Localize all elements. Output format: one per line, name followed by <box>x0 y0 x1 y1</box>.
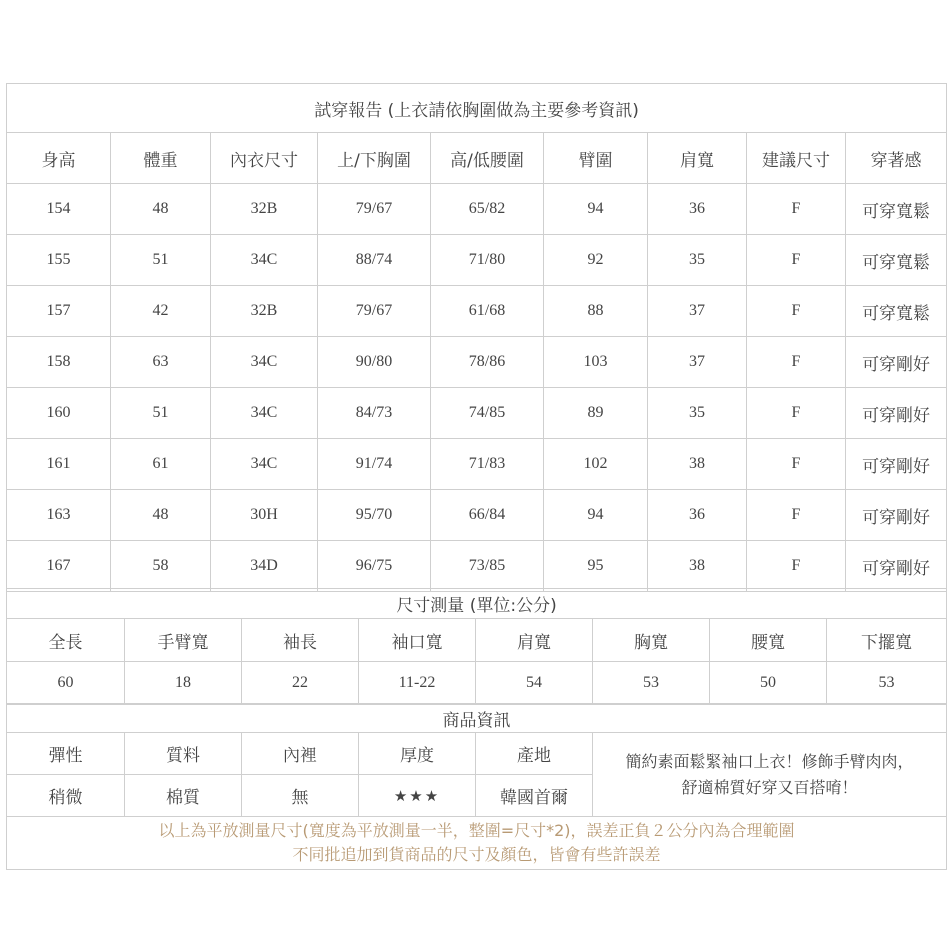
info-value-lining: 無 <box>242 775 359 817</box>
fit-table-cell: 74/85 <box>431 388 544 439</box>
note-line-2: 不同批追加到貨商品的尺寸及顏色，皆會有些許誤差 <box>292 845 661 864</box>
fit-table-cell: 38 <box>648 439 747 490</box>
fit-table-cell: 94 <box>544 490 648 541</box>
fit-table-row <box>7 286 947 337</box>
measurement-header-cell: 下擺寬 <box>827 619 947 662</box>
measurement-value-cell: 53 <box>827 662 947 705</box>
fit-table-cell: 167 <box>7 541 111 592</box>
fit-table-cell: 84/73 <box>318 388 431 439</box>
fit-header-cell: 上/下胸圍 <box>318 133 431 184</box>
fit-table-row <box>7 541 947 592</box>
fit-table-cell: 34D <box>211 541 318 592</box>
fit-table-row <box>7 235 947 286</box>
fit-table-cell: 88 <box>544 286 648 337</box>
fit-table-cell: 158 <box>7 337 111 388</box>
fit-table-cell: 48 <box>111 184 211 235</box>
note-line-1: 以上為平放測量尺寸(寬度為平放測量一半，整圍=尺寸*2)，誤差正負２公分內為合理範圍 <box>158 821 795 840</box>
fit-table-cell: 61/68 <box>431 286 544 337</box>
measurement-header-cell: 全長 <box>7 619 125 662</box>
notes-cell <box>7 817 947 870</box>
fit-table-cell: 154 <box>7 184 111 235</box>
fit-table-cell: 63 <box>111 337 211 388</box>
fit-table-cell: 103 <box>544 337 648 388</box>
fit-header-cell: 身高 <box>7 133 111 184</box>
fit-table-cell: 38 <box>648 541 747 592</box>
product-info-table <box>6 703 947 870</box>
measurement-table <box>6 588 947 705</box>
fit-table-cell: 37 <box>648 286 747 337</box>
fit-table-cell: 89 <box>544 388 648 439</box>
fit-table-cell: 可穿寬鬆 <box>846 235 947 286</box>
fit-table-cell: 36 <box>648 490 747 541</box>
fit-table-cell: F <box>747 286 846 337</box>
fit-table-cell: 78/86 <box>431 337 544 388</box>
fit-table-cell: 79/67 <box>318 286 431 337</box>
fit-table-cell: F <box>747 490 846 541</box>
fit-table-cell: 160 <box>7 388 111 439</box>
measurement-value-cell: 50 <box>710 662 827 705</box>
measurement-header-cell: 袖長 <box>242 619 359 662</box>
measurement-value-cell: 60 <box>7 662 125 705</box>
fit-table-cell: 可穿剛好 <box>846 490 947 541</box>
fit-table-cell: 95/70 <box>318 490 431 541</box>
fit-report-title: 試穿報告 (上衣請依胸圍做為主要參考資訊) <box>7 84 947 133</box>
fit-header-cell: 肩寬 <box>648 133 747 184</box>
fit-table-cell: 91/74 <box>318 439 431 490</box>
fit-table-cell: 可穿剛好 <box>846 388 947 439</box>
fit-table-cell: 51 <box>111 235 211 286</box>
description-line-1: 簡約素面鬆緊袖口上衣！修飾手臂肉肉， <box>625 751 914 771</box>
fit-table-row <box>7 439 947 490</box>
fit-table-row <box>7 388 947 439</box>
fit-table-cell: 66/84 <box>431 490 544 541</box>
info-header-thickness: 厚度 <box>359 733 476 775</box>
fit-table-cell: F <box>747 541 846 592</box>
fit-table-cell: 96/75 <box>318 541 431 592</box>
fit-table-cell: 48 <box>111 490 211 541</box>
fit-table-cell: 32B <box>211 286 318 337</box>
description-line-2: 舒適棉質好穿又百搭唷！ <box>681 777 858 797</box>
fit-table-cell: 88/74 <box>318 235 431 286</box>
fit-table-cell: 35 <box>648 388 747 439</box>
fit-header-cell: 體重 <box>111 133 211 184</box>
fit-table-cell: 37 <box>648 337 747 388</box>
fit-table-cell: F <box>747 337 846 388</box>
measurement-header-cell: 袖口寬 <box>359 619 476 662</box>
fit-header-cell: 建議尺寸 <box>747 133 846 184</box>
measurement-header-cell: 手臂寬 <box>125 619 242 662</box>
fit-table-cell: 65/82 <box>431 184 544 235</box>
info-header-origin: 產地 <box>476 733 593 775</box>
fit-table-cell: 71/80 <box>431 235 544 286</box>
fit-table-cell: 58 <box>111 541 211 592</box>
info-value-origin: 韓國首爾 <box>476 775 593 817</box>
fit-table-cell: 34C <box>211 337 318 388</box>
measurement-header-cell: 胸寬 <box>593 619 710 662</box>
fit-table-cell: F <box>747 235 846 286</box>
fit-report-table <box>6 83 947 592</box>
fit-table-cell: 61 <box>111 439 211 490</box>
product-info-title: 商品資訊 <box>7 704 947 733</box>
fit-table-cell: 34C <box>211 388 318 439</box>
fit-table-cell: F <box>747 184 846 235</box>
fit-table-cell: 可穿寬鬆 <box>846 184 947 235</box>
measurement-header-cell: 肩寬 <box>476 619 593 662</box>
fit-table-cell: F <box>747 439 846 490</box>
measurement-header-cell: 腰寬 <box>710 619 827 662</box>
info-header-elasticity: 彈性 <box>7 733 125 775</box>
fit-table-cell: 92 <box>544 235 648 286</box>
fit-table-cell: 71/83 <box>431 439 544 490</box>
info-value-thickness-stars: ★★★ <box>359 775 476 817</box>
info-value-material: 棉質 <box>125 775 242 817</box>
fit-table-cell: 35 <box>648 235 747 286</box>
info-value-elasticity: 稍微 <box>7 775 125 817</box>
fit-header-cell: 穿著感 <box>846 133 947 184</box>
fit-table-cell: 51 <box>111 388 211 439</box>
product-description <box>593 733 947 817</box>
fit-table-cell: 34C <box>211 439 318 490</box>
fit-table-cell: 73/85 <box>431 541 544 592</box>
fit-table-row <box>7 184 947 235</box>
fit-table-cell: 79/67 <box>318 184 431 235</box>
fit-header-cell: 內衣尺寸 <box>211 133 318 184</box>
fit-table-cell: 95 <box>544 541 648 592</box>
fit-table-cell: 30H <box>211 490 318 541</box>
fit-table-cell: 161 <box>7 439 111 490</box>
measurement-value-cell: 18 <box>125 662 242 705</box>
fit-table-cell: 可穿剛好 <box>846 541 947 592</box>
fit-header-cell: 臂圍 <box>544 133 648 184</box>
fit-table-cell: 可穿剛好 <box>846 337 947 388</box>
fit-table-cell: 102 <box>544 439 648 490</box>
measurement-value-cell: 53 <box>593 662 710 705</box>
fit-table-cell: 36 <box>648 184 747 235</box>
fit-table-row <box>7 337 947 388</box>
fit-table-cell: 94 <box>544 184 648 235</box>
fit-table-cell: 163 <box>7 490 111 541</box>
fit-table-cell: 可穿剛好 <box>846 439 947 490</box>
measurement-value-cell: 11-22 <box>359 662 476 705</box>
fit-table-cell: 155 <box>7 235 111 286</box>
fit-table-cell: 90/80 <box>318 337 431 388</box>
fit-table-cell: F <box>747 388 846 439</box>
info-header-material: 質料 <box>125 733 242 775</box>
fit-table-cell: 157 <box>7 286 111 337</box>
info-header-lining: 內裡 <box>242 733 359 775</box>
fit-table-cell: 42 <box>111 286 211 337</box>
fit-header-cell: 高/低腰圍 <box>431 133 544 184</box>
fit-table-row <box>7 490 947 541</box>
measurement-title: 尺寸測量 (單位:公分) <box>7 589 947 619</box>
measurement-value-cell: 54 <box>476 662 593 705</box>
measurement-value-cell: 22 <box>242 662 359 705</box>
fit-table-cell: 可穿寬鬆 <box>846 286 947 337</box>
fit-table-cell: 32B <box>211 184 318 235</box>
fit-table-cell: 34C <box>211 235 318 286</box>
